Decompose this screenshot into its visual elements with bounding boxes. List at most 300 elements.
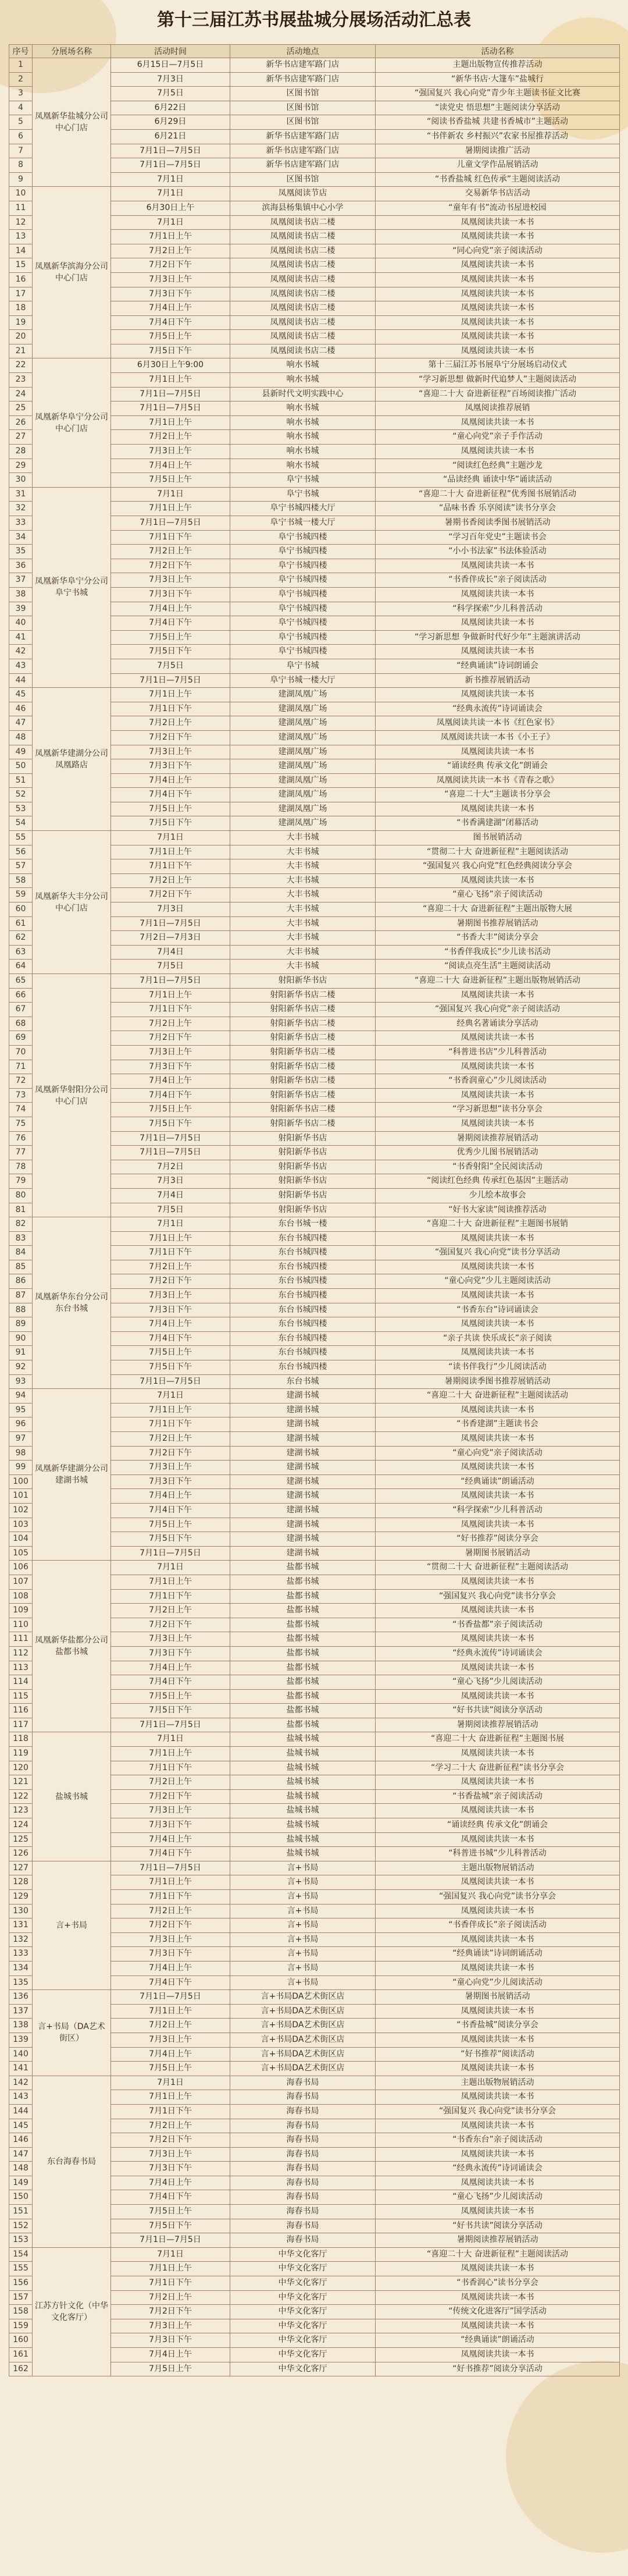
- activity-location: 建湖凤凰广场: [230, 688, 376, 702]
- decorative-circle-bottom-right: [506, 2361, 628, 2553]
- activity-name: 凤凰阅读共读一本书: [376, 1661, 620, 1675]
- row-index: 94: [9, 1389, 33, 1404]
- row-index: 21: [9, 344, 33, 358]
- row-index: 67: [9, 1003, 33, 1017]
- table-row: [9, 1861, 620, 1875]
- row-index: 25: [9, 401, 33, 416]
- row-index: 69: [9, 1031, 33, 1046]
- activity-name: 凤凰阅读共读一本书: [376, 1775, 620, 1790]
- activity-location: 盐城书城: [230, 1761, 376, 1775]
- row-index: 140: [9, 2047, 33, 2062]
- activity-time: 7月2日上午: [111, 430, 230, 445]
- activity-name: 凤凰阅读共读一本书: [376, 1518, 620, 1532]
- row-index: 13: [9, 230, 33, 244]
- row-index: 129: [9, 1890, 33, 1905]
- activity-location: 射阳新华书店二楼: [230, 1103, 376, 1117]
- activity-time: 7月5日上午: [111, 1689, 230, 1704]
- activity-location: 阜宁书城四楼: [230, 573, 376, 588]
- activity-name: “好书推荐”阅读活动: [376, 2047, 620, 2062]
- activity-time: 7月4日上午: [111, 459, 230, 473]
- activity-time: 7月3日下午: [111, 759, 230, 774]
- activity-time: 7月2日上午: [111, 716, 230, 731]
- activity-location: 射阳新华书店二楼: [230, 1117, 376, 1131]
- row-index: 51: [9, 773, 33, 788]
- venue-name: 凤凰新华建湖分公司建湖书城: [33, 1389, 111, 1561]
- activity-time: 7月1日—7月5日: [111, 1131, 230, 1146]
- activity-time: 7月4日: [111, 1188, 230, 1203]
- venue-name: 江苏方针文化（中华文化客厅）: [33, 2247, 111, 2376]
- activity-time: 7月2日下午: [111, 888, 230, 903]
- activity-name: “贯彻二十大 奋进新征程”主题阅读活动: [376, 1561, 620, 1575]
- activity-location: 建湖书城: [230, 1403, 376, 1417]
- activity-location: 言+书局: [230, 1890, 376, 1905]
- activity-name: 暑期图书展销活动: [376, 1990, 620, 2005]
- activity-time: 7月1日—7月5日: [111, 1374, 230, 1389]
- activity-location: 阜宁书城: [230, 487, 376, 502]
- row-index: 102: [9, 1503, 33, 1518]
- row-index: 130: [9, 1904, 33, 1918]
- row-index: 63: [9, 945, 33, 960]
- row-index: 118: [9, 1732, 33, 1747]
- activity-time: 7月1日上午: [111, 688, 230, 702]
- activity-time: 7月2日上午: [111, 2119, 230, 2133]
- activity-name: 新书推荐展销活动: [376, 673, 620, 688]
- activity-location: 新华书店建军路门店: [230, 129, 376, 144]
- activity-time: 7月1日: [111, 187, 230, 201]
- row-index: 153: [9, 2233, 33, 2248]
- activity-name: “经典诵读”诗词朗诵活动: [376, 1947, 620, 1962]
- activity-location: 凤凰阅读书店二楼: [230, 230, 376, 244]
- activity-time: 7月1日: [111, 1561, 230, 1575]
- activity-time: 7月1日上午: [111, 1575, 230, 1589]
- row-index: 28: [9, 445, 33, 459]
- activity-name: 凤凰阅读共读一本书: [376, 1804, 620, 1818]
- venue-name: 凤凰新华射阳分公司中心门店: [33, 974, 111, 1217]
- activity-time: 7月5日上午: [111, 2362, 230, 2376]
- row-index: 122: [9, 1789, 33, 1804]
- row-index: 143: [9, 2090, 33, 2105]
- activity-name: “童心向党”少儿主题阅读活动: [376, 1274, 620, 1289]
- activity-time: 7月1日—7月5日: [111, 974, 230, 989]
- activity-time: 7月4日下午: [111, 315, 230, 330]
- row-index: 55: [9, 831, 33, 845]
- activity-location: 言+书局: [230, 1904, 376, 1918]
- activity-location: 盐城书城: [230, 1847, 376, 1861]
- activity-time: 7月4日上午: [111, 1317, 230, 1332]
- row-index: 133: [9, 1947, 33, 1962]
- activity-name: 优秀少儿图书展销活动: [376, 1146, 620, 1160]
- page-title: 第十三届江苏书展盐城分展场活动汇总表: [157, 10, 471, 30]
- activity-location: 东台书城四楼: [230, 1231, 376, 1246]
- activity-name: “书香盐城”亲子阅读活动: [376, 1789, 620, 1804]
- activity-location: 言+书局DA艺术街区店: [230, 2047, 376, 2062]
- activity-time: 7月2日上午: [111, 244, 230, 258]
- activity-location: 射阳新华书店二楼: [230, 1017, 376, 1031]
- activity-name: 主题出版物展销活动: [376, 1861, 620, 1875]
- row-index: 17: [9, 287, 33, 301]
- activity-location: 海春书局: [230, 2205, 376, 2219]
- activity-table: [9, 44, 620, 2376]
- activity-name: “书香满建湖”闭幕活动: [376, 816, 620, 831]
- activity-location: 射阳新华书店: [230, 1174, 376, 1189]
- row-index: 93: [9, 1374, 33, 1389]
- activity-time: 7月4日: [111, 945, 230, 960]
- activity-location: 建湖凤凰广场: [230, 759, 376, 774]
- activity-location: 盐都书城: [230, 1661, 376, 1675]
- activity-name: “学习新思想 争做新时代好少年”主题演讲活动: [376, 630, 620, 645]
- activity-location: 中华文化客厅: [230, 2247, 376, 2262]
- activity-time: 7月1日—7月5日: [111, 516, 230, 531]
- activity-name: 凤凰阅读共读一本书: [376, 315, 620, 330]
- activity-time: 7月1日: [111, 1217, 230, 1232]
- activity-location: 海春书局: [230, 2147, 376, 2162]
- activity-time: 7月3日下午: [111, 2162, 230, 2176]
- activity-location: 建湖书城: [230, 1432, 376, 1447]
- activity-location: 建湖书城: [230, 1503, 376, 1518]
- activity-name: “书香建湖”主题读书会: [376, 1417, 620, 1432]
- activity-time: 7月1日: [111, 487, 230, 502]
- activity-name: “强国复兴 我心向党”红色经典阅读分享会: [376, 859, 620, 874]
- activity-name: 暑期阅读推广活动: [376, 144, 620, 158]
- venue-name: 东台海春书局: [33, 2076, 111, 2247]
- activity-name: 凤凰阅读共读一本书: [376, 1461, 620, 1475]
- row-index: 1: [9, 58, 33, 73]
- row-index: 72: [9, 1074, 33, 1089]
- activity-location: 盐都书城: [230, 1675, 376, 1690]
- activity-location: 响水书城: [230, 373, 376, 388]
- activity-time: 7月3日下午: [111, 1646, 230, 1661]
- row-index: 56: [9, 845, 33, 859]
- activity-location: 大丰书城: [230, 960, 376, 974]
- row-index: 148: [9, 2162, 33, 2176]
- activity-time: 7月3日上午: [111, 1632, 230, 1647]
- activity-location: 凤凰阅读书店二楼: [230, 315, 376, 330]
- activity-location: 海春书局: [230, 2233, 376, 2248]
- activity-time: 7月2日上午: [111, 1432, 230, 1447]
- activity-name: 凤凰阅读共读一本书: [376, 688, 620, 702]
- row-index: 27: [9, 430, 33, 445]
- activity-time: 7月1日下午: [111, 1890, 230, 1905]
- activity-time: 7月1日—7月5日: [111, 1718, 230, 1732]
- activity-location: 海春书局: [230, 2119, 376, 2133]
- activity-time: 7月4日上午: [111, 2348, 230, 2362]
- activity-name: “喜迎二十大 奋进新征程”主题出版物展销活动: [376, 974, 620, 989]
- activity-location: 盐城书城: [230, 1804, 376, 1818]
- activity-location: 区图书馆: [230, 87, 376, 101]
- activity-time: 7月5日下午: [111, 1360, 230, 1375]
- activity-time: 7月2日下午: [111, 1446, 230, 1461]
- activity-time: 7月1日下午: [111, 1003, 230, 1017]
- activity-location: 阜宁书城四楼: [230, 587, 376, 602]
- activity-name: “学习新思想 做新时代追梦人”主题阅读活动: [376, 373, 620, 388]
- row-index: 74: [9, 1103, 33, 1117]
- header-activity-name: 活动名称: [376, 45, 620, 58]
- activity-time: 7月5日: [111, 87, 230, 101]
- activity-location: 盐都书城: [230, 1575, 376, 1589]
- venue-name: 凤凰新华盐城分公司中心门店: [33, 58, 111, 187]
- row-index: 147: [9, 2147, 33, 2162]
- activity-time: 7月1日—7月5日: [111, 158, 230, 173]
- row-index: 12: [9, 215, 33, 230]
- activity-time: 7月1日: [111, 215, 230, 230]
- activity-time: 7月5日上午: [111, 330, 230, 344]
- activity-name: “喜迎二十大”主题读书分享会: [376, 788, 620, 802]
- activity-location: 建湖书城: [230, 1489, 376, 1504]
- row-index: 156: [9, 2276, 33, 2291]
- activity-location: 盐城书城: [230, 1818, 376, 1833]
- activity-location: 东台书城: [230, 1374, 376, 1389]
- row-index: 68: [9, 1017, 33, 1031]
- activity-time: 7月1日: [111, 2247, 230, 2262]
- activity-name: 凤凰阅读共读一本书: [376, 330, 620, 344]
- activity-time: 7月3日上午: [111, 573, 230, 588]
- row-index: 29: [9, 459, 33, 473]
- row-index: 121: [9, 1775, 33, 1790]
- activity-location: 海春书局: [230, 2076, 376, 2090]
- activity-time: 7月3日下午: [111, 587, 230, 602]
- activity-location: 东台书城四楼: [230, 1303, 376, 1317]
- row-index: 58: [9, 873, 33, 888]
- activity-time: 7月3日下午: [111, 1060, 230, 1074]
- activity-location: 阜宁书城四楼: [230, 616, 376, 631]
- activity-name: “喜迎二十大 奋进新征程”主题出版物大展: [376, 903, 620, 917]
- row-index: 42: [9, 645, 33, 659]
- activity-location: 建湖书城: [230, 1474, 376, 1489]
- activity-location: 东台书城一楼: [230, 1217, 376, 1232]
- activity-time: 7月4日上午: [111, 301, 230, 316]
- table-row: [9, 58, 620, 73]
- activity-location: 言+书局: [230, 1875, 376, 1890]
- activity-time: 7月1日上午: [111, 2090, 230, 2105]
- activity-time: 7月1日—7月5日: [111, 2233, 230, 2248]
- activity-location: 阜宁书城四楼: [230, 559, 376, 573]
- row-index: 139: [9, 2033, 33, 2047]
- row-index: 162: [9, 2362, 33, 2376]
- row-index: 14: [9, 244, 33, 258]
- header-venue-name: 分展场名称: [33, 45, 111, 58]
- table-row: [9, 1561, 620, 1575]
- row-index: 131: [9, 1918, 33, 1933]
- activity-name: 凤凰阅读共读一本书: [376, 1289, 620, 1303]
- activity-name: “学习百年党史”主题读书会: [376, 530, 620, 545]
- row-index: 37: [9, 573, 33, 588]
- activity-name: “科普进书城”少儿科普活动: [376, 1847, 620, 1861]
- row-index: 44: [9, 673, 33, 688]
- row-index: 86: [9, 1274, 33, 1289]
- activity-time: 7月3日: [111, 1174, 230, 1189]
- venue-name: 盐城书城: [33, 1732, 111, 1861]
- activity-time: 7月4日下午: [111, 1088, 230, 1103]
- activity-name: 第十三届江苏书展阜宁分展场启动仪式: [376, 358, 620, 373]
- activity-time: 7月3日上午: [111, 2147, 230, 2162]
- row-index: 89: [9, 1317, 33, 1332]
- activity-location: 中华文化客厅: [230, 2290, 376, 2305]
- row-index: 6: [9, 129, 33, 144]
- activity-name: “读书伴我行”少儿阅读活动: [376, 1360, 620, 1375]
- activity-time: 7月4日下午: [111, 1675, 230, 1690]
- row-index: 120: [9, 1761, 33, 1775]
- activity-location: 盐城书城: [230, 1832, 376, 1847]
- activity-name: “亲子共读 快乐成长”亲子阅读: [376, 1331, 620, 1346]
- activity-time: 7月1日—7月5日: [111, 673, 230, 688]
- row-index: 70: [9, 1045, 33, 1060]
- activity-location: 中华文化客厅: [230, 2333, 376, 2348]
- row-index: 8: [9, 158, 33, 173]
- activity-time: 7月5日上午: [111, 630, 230, 645]
- table-row: [9, 487, 620, 502]
- activity-location: 海春书局: [230, 2176, 376, 2190]
- activity-name: 凤凰阅读共读一本书: [376, 344, 620, 358]
- activity-name: 凤凰阅读共读一本书: [376, 2319, 620, 2333]
- activity-name: “童心飞扬”少儿阅读活动: [376, 1675, 620, 1690]
- activity-name: 暑期图书推荐展销活动: [376, 916, 620, 931]
- activity-name: 凤凰阅读共读一本书: [376, 1432, 620, 1447]
- activity-location: 盐都书城: [230, 1704, 376, 1718]
- row-index: 36: [9, 559, 33, 573]
- activity-name: 凤凰阅读共读一本书《红色家书》: [376, 716, 620, 731]
- activity-time: 7月5日上午: [111, 1518, 230, 1532]
- activity-name: “传统文化进客厅”国学活动: [376, 2305, 620, 2319]
- activity-name: “经典诵读”朗诵活动: [376, 1474, 620, 1489]
- activity-time: 7月1日: [111, 831, 230, 845]
- row-index: 113: [9, 1661, 33, 1675]
- activity-location: 建湖凤凰广场: [230, 816, 376, 831]
- row-index: 60: [9, 903, 33, 917]
- row-index: 35: [9, 545, 33, 559]
- activity-time: 7月2日下午: [111, 2305, 230, 2319]
- activity-time: 7月2日下午: [111, 559, 230, 573]
- activity-time: 7月1日下午: [111, 2104, 230, 2119]
- row-index: 15: [9, 258, 33, 273]
- activity-name: 凤凰阅读共读一本书: [376, 745, 620, 759]
- activity-location: 大丰书城: [230, 888, 376, 903]
- activity-name: “童心向党”少儿阅读活动: [376, 1975, 620, 1990]
- activity-name: 凤凰阅读共读一本书: [376, 2004, 620, 2019]
- row-index: 115: [9, 1689, 33, 1704]
- activity-name: 经典名著诵读分享活动: [376, 1017, 620, 1031]
- activity-location: 响水书城: [230, 445, 376, 459]
- activity-location: 响水书城: [230, 415, 376, 430]
- activity-time: 7月4日上午: [111, 1661, 230, 1675]
- row-index: 92: [9, 1360, 33, 1375]
- activity-location: 阜宁书城四楼大厅: [230, 502, 376, 516]
- activity-location: 建湖凤凰广场: [230, 788, 376, 802]
- activity-time: 7月5日上午: [111, 2062, 230, 2076]
- activity-time: 7月5日下午: [111, 816, 230, 831]
- activity-time: 7月1日上午: [111, 988, 230, 1003]
- activity-location: 东台书城四楼: [230, 1289, 376, 1303]
- activity-name: “书伴新农 乡村振兴”农家书屋推荐活动: [376, 129, 620, 144]
- activity-name: 凤凰阅读共读一本书: [376, 1604, 620, 1618]
- activity-name: “好书共读”阅读分享活动: [376, 2219, 620, 2233]
- activity-name: “书香润童心”少儿阅读活动: [376, 1074, 620, 1089]
- activity-name: “科学探索”少儿科普活动: [376, 602, 620, 616]
- activity-location: 大丰书城: [230, 931, 376, 946]
- activity-time: 7月2日—7月3日: [111, 931, 230, 946]
- row-index: 62: [9, 931, 33, 946]
- activity-time: 7月3日上午: [111, 2033, 230, 2047]
- activity-name: 主题出版物宣传推荐活动: [376, 58, 620, 73]
- activity-location: 响水书城: [230, 459, 376, 473]
- row-index: 30: [9, 473, 33, 488]
- row-index: 101: [9, 1489, 33, 1504]
- activity-name: 凤凰阅读共读一本书: [376, 272, 620, 287]
- activity-name: “书香东台”亲子阅读活动: [376, 2133, 620, 2148]
- activity-name: “经典永流传”诗词诵读会: [376, 702, 620, 716]
- row-index: 77: [9, 1146, 33, 1160]
- row-index: 97: [9, 1432, 33, 1447]
- activity-name: 凤凰阅读共读一本书《青春之歌》: [376, 773, 620, 788]
- table-body: [9, 58, 620, 2376]
- activity-location: 阜宁书城四楼: [230, 630, 376, 645]
- activity-time: 7月1日: [111, 172, 230, 187]
- activity-name: 主题出版物展销活动: [376, 2076, 620, 2090]
- activity-name: “小小书法家”书法体验活动: [376, 545, 620, 559]
- activity-time: 7月3日下午: [111, 1303, 230, 1317]
- activity-time: 6月21日: [111, 129, 230, 144]
- activity-name: “书香东台”诗词诵读会: [376, 1303, 620, 1317]
- activity-location: 言+书局DA艺术街区店: [230, 2004, 376, 2019]
- row-index: 41: [9, 630, 33, 645]
- activity-location: 凤凰阅读书店二楼: [230, 215, 376, 230]
- venue-name: 凤凰新华大丰分公司中心门店: [33, 831, 111, 974]
- row-index: 105: [9, 1546, 33, 1561]
- activity-location: 盐都书城: [230, 1589, 376, 1604]
- activity-name: “童心向党”亲子阅读活动: [376, 1446, 620, 1461]
- activity-location: 大丰书城: [230, 945, 376, 960]
- activity-time: 7月5日下午: [111, 2219, 230, 2233]
- row-index: 81: [9, 1203, 33, 1217]
- activity-name: 图书展销活动: [376, 831, 620, 845]
- row-index: 145: [9, 2119, 33, 2133]
- activity-location: 大丰书城: [230, 859, 376, 874]
- activity-location: 盐都书城: [230, 1604, 376, 1618]
- activity-location: 滨海县杨集镇中心小学: [230, 201, 376, 215]
- table-row: [9, 187, 620, 201]
- row-index: 5: [9, 115, 33, 130]
- row-index: 64: [9, 960, 33, 974]
- activity-time: 7月2日下午: [111, 1031, 230, 1046]
- row-index: 154: [9, 2247, 33, 2262]
- activity-time: 7月1日上午: [111, 1231, 230, 1246]
- activity-location: 言+书局: [230, 1975, 376, 1990]
- activity-name: “喜迎二十大 奋进新征程”主题阅读活动: [376, 2247, 620, 2262]
- activity-location: 盐都书城: [230, 1632, 376, 1647]
- activity-time: 6月22日: [111, 101, 230, 115]
- activity-name: “喜迎二十大 奋进新征程”百场阅读推广活动: [376, 387, 620, 401]
- row-index: 32: [9, 502, 33, 516]
- activity-name: “喜迎二十大 奋进新征程”主题阅读活动: [376, 1389, 620, 1404]
- activity-time: 7月4日下午: [111, 2190, 230, 2205]
- activity-time: 7月5日: [111, 1203, 230, 1217]
- activity-name: “经典永流传”诗词诵读会: [376, 1646, 620, 1661]
- row-index: 95: [9, 1403, 33, 1417]
- activity-time: 7月4日下午: [111, 1847, 230, 1861]
- activity-time: 7月1日: [111, 2076, 230, 2090]
- row-index: 128: [9, 1875, 33, 1890]
- activity-name: 凤凰阅读共读一本书: [376, 1260, 620, 1274]
- table-row: [9, 831, 620, 845]
- activity-time: 7月2日下午: [111, 730, 230, 745]
- activity-location: 中华文化客厅: [230, 2319, 376, 2333]
- activity-name: 凤凰阅读共读一本书: [376, 1575, 620, 1589]
- row-index: 43: [9, 659, 33, 673]
- activity-time: 7月4日上午: [111, 1961, 230, 1975]
- activity-location: 海春书局: [230, 2190, 376, 2205]
- row-index: 100: [9, 1474, 33, 1489]
- activity-name: “喜迎二十大 奋进新征程”主题图书展销: [376, 1217, 620, 1232]
- activity-location: 凤凰阅读书店二楼: [230, 258, 376, 273]
